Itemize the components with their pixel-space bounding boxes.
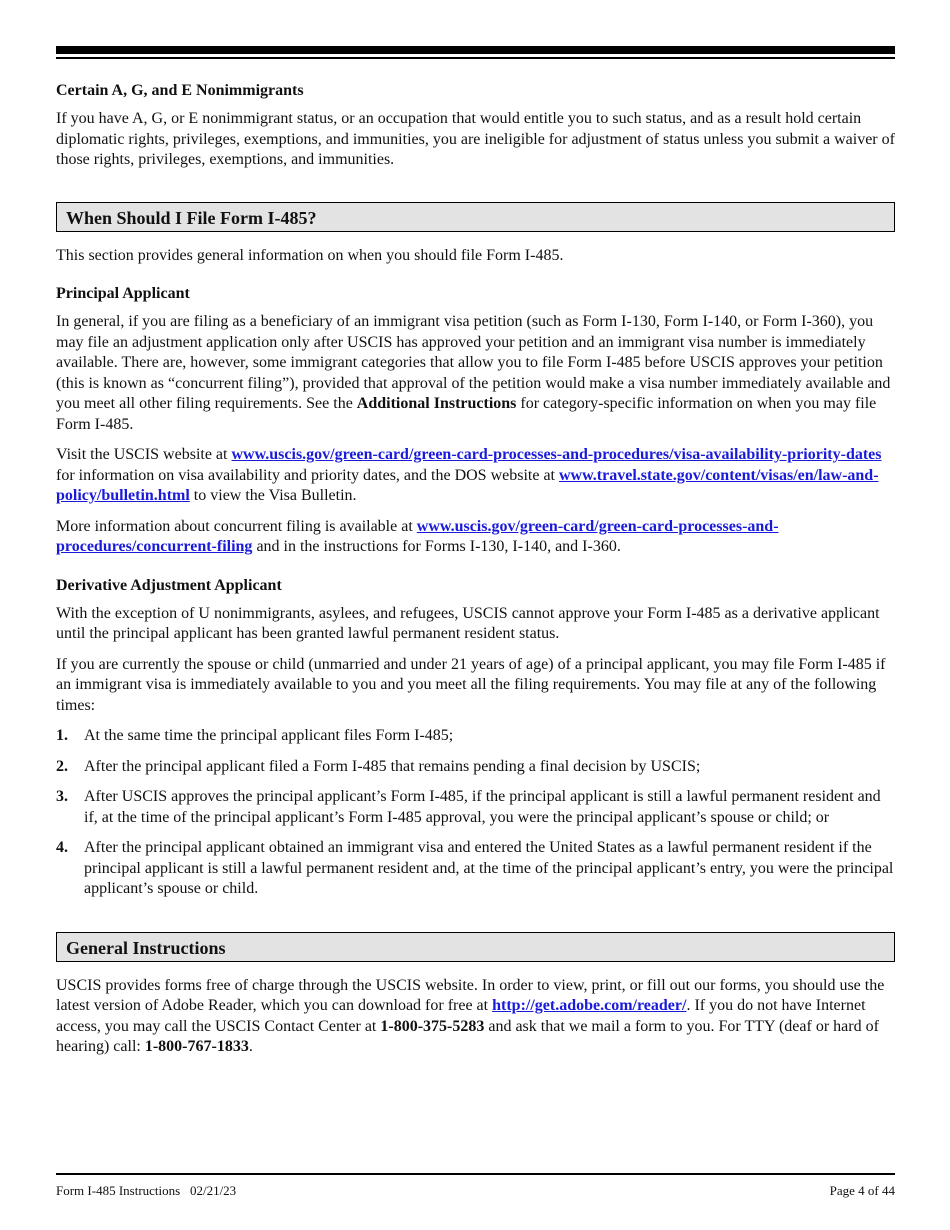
- principal-additional-instructions: Additional Instructions: [356, 395, 517, 412]
- section-header-when-file: [56, 202, 895, 232]
- top-thick-rule: [56, 46, 895, 54]
- top-thin-rule: [56, 57, 895, 59]
- footer-page-number: Page 4 of 44: [829, 1183, 895, 1198]
- phone-tty: 1-800-767-1833: [144, 1038, 249, 1055]
- section-header-general: [56, 932, 895, 962]
- more-text-1: More information about concurrent filing is available at: [56, 517, 417, 535]
- link-visa-availability[interactable]: www.uscis.gov/green-card/green-card-processes-and-procedures/visa-availability-priority-dates: [231, 446, 882, 463]
- list-number: 4.: [56, 839, 68, 856]
- list-text: At the same time the principal applicant files Form I-485;: [84, 727, 454, 744]
- visit-text-1: Visit the USCIS website at: [56, 446, 232, 463]
- general-text-3: and ask that we mail a form to you. For TTY (deaf or hard of hearing) call:: [56, 1017, 879, 1055]
- section-title-when-file: When Should I File Form I-485?: [66, 207, 317, 228]
- link-adobe-reader[interactable]: http://get.adobe.com/reader/: [492, 997, 687, 1014]
- list-item: [56, 787, 895, 828]
- paragraph-principal-applicant: [56, 312, 895, 435]
- list-item: [56, 838, 895, 900]
- paragraph-general-instructions: [56, 976, 895, 1058]
- more-text-2: and in the instructions for Forms I-130, I-140, and I-360.: [252, 538, 621, 555]
- phone-contact-center: 1-800-375-5283: [380, 1017, 485, 1035]
- general-text-4: .: [248, 1038, 253, 1055]
- list-text: After the principal applicant obtained an immigrant visa and entered the United States as a lawful permanent resident if the principal applicant is still a lawful permanent resident and, at the time of the principal applicant’s entry, you were the principal applicant’s spouse or child.: [84, 839, 894, 897]
- filing-times-list: [56, 726, 895, 900]
- paragraph-when-file-intro: This section provides general information on when you should file Form I-485.: [56, 246, 564, 264]
- footer-rule: [56, 1173, 895, 1175]
- paragraph-derivative-1: With the exception of U nonimmigrants, asylees, and refugees, USCIS cannot approve your Form I-485 as a derivative applicant until the principal applicant has been granted lawful permanent resident status.: [56, 604, 880, 642]
- visit-text-2: for information on visa availability and priority dates, and the DOS website at: [56, 466, 559, 484]
- list-item: [56, 757, 895, 778]
- general-text-2: . If you do not have Internet access, you may call the USCIS Contact Center at: [56, 997, 866, 1035]
- link-visa-bulletin[interactable]: www.travel.state.gov/content/visas/en/law-and-policy/bulletin.html: [56, 466, 879, 504]
- paragraph-concurrent-filing: [56, 517, 895, 558]
- heading-derivative-applicant: Derivative Adjustment Applicant: [56, 576, 282, 594]
- list-number: 2.: [56, 757, 68, 775]
- visit-text-3: to view the Visa Bulletin.: [189, 487, 357, 504]
- general-text-1: USCIS provides forms free of charge through the USCIS website. In order to view, print, or fill out our forms, you should use the latest version of Adobe Reader, which you can download for free at: [56, 976, 885, 1014]
- principal-text-part-2: for category-specific information on when you may file Form I-485.: [56, 395, 877, 433]
- paragraph-visit-uscis: [56, 445, 895, 507]
- section-title-general: General Instructions: [66, 937, 226, 958]
- page-footer: [56, 1183, 895, 1199]
- footer-form-info: Form I-485 Instructions 02/21/23: [56, 1183, 237, 1198]
- paragraph-derivative-2: If you are currently the spouse or child (unmarried and under 21 years of age) of a principal applicant, you may file Form I-485 if an immigrant visa is immediately available to you and you meet all the filing requirements. You may file at any of the following times:: [56, 655, 886, 714]
- paragraph-nonimmigrants: If you have A, G, or E nonimmigrant status, or an occupation that would entitle you to such status, and as a result hold certain diplomatic rights, privileges, exemptions, and immunities, you are ineligible for adjustment of status unless you submit a waiver of those rights, privileges, exemptions, and immunities.: [56, 110, 895, 168]
- list-item: [56, 726, 895, 747]
- heading-certain-nonimmigrants: Certain A, G, and E Nonimmigrants: [56, 82, 304, 99]
- heading-principal-applicant: Principal Applicant: [56, 285, 190, 302]
- list-number: 3.: [56, 788, 68, 805]
- page-content: [56, 46, 895, 1058]
- list-number: 1.: [56, 727, 68, 744]
- list-text: After USCIS approves the principal applicant’s Form I-485, if the principal applicant is still a lawful permanent resident and if, at the time of the principal applicant’s Form I-485 approval, you were the principal applicant’s spouse or child; or: [84, 788, 881, 826]
- principal-text-part-1: In general, if you are filing as a beneficiary of an immigrant visa petition (such as Form I-130, Form I-140, or Form I-360), you may file an adjustment application only after USCIS has approved your petition and an immigrant visa number is immediately available. There are, however, some immigrant categories that allow you to file Form I-485 before USCIS approves your petition (this is known as “concurrent filing”), provided that approval of the petition would make a visa number immediately available and you meet all other filing requirements. See the: [56, 313, 891, 412]
- link-concurrent-filing[interactable]: www.uscis.gov/green-card/green-card-processes-and-procedures/concurrent-filing: [56, 517, 779, 555]
- list-text: After the principal applicant filed a Form I-485 that remains pending a final decision by USCIS;: [84, 757, 701, 775]
